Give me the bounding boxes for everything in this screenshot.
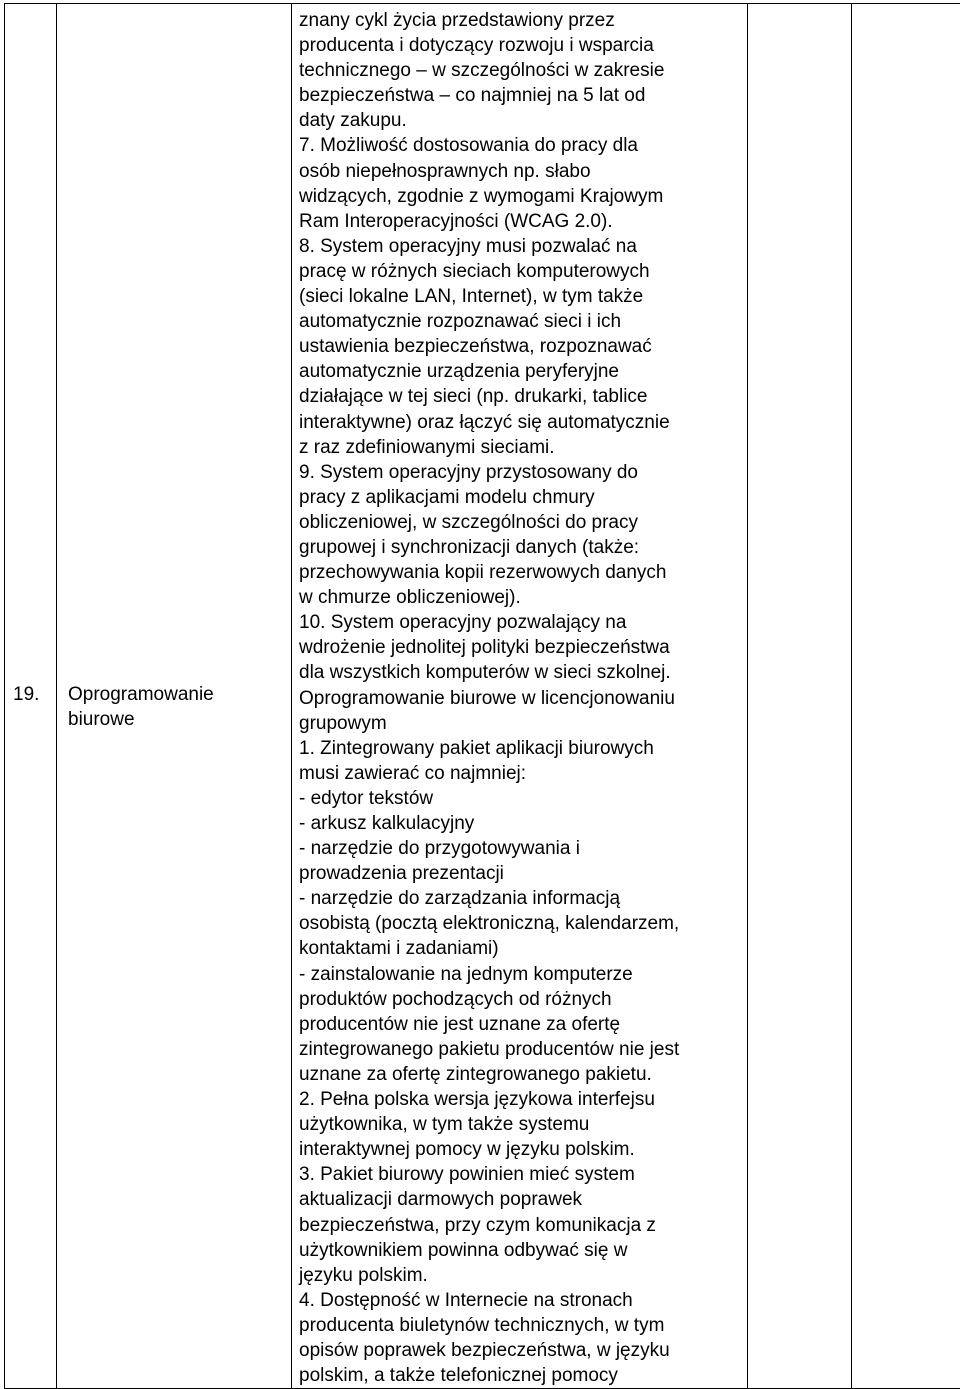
description-line: 1. Zintegrowany pakiet aplikacji biurowych — [299, 736, 747, 761]
description-line: przechowywania kopii rezerwowych danych — [299, 560, 747, 585]
description-line: - narzędzie do zarządzania informacją — [299, 886, 747, 911]
description-line: producentów nie jest uznane za ofertę — [299, 1012, 747, 1037]
description-line: polskim, a także telefonicznej pomocy — [299, 1363, 747, 1388]
description-line: użytkownikiem powinna odbywać się w — [299, 1238, 747, 1263]
description-line: prowadzenia prezentacji — [299, 861, 747, 886]
description-line: technicznego – w szczególności w zakresie — [299, 58, 747, 83]
description-line: w chmurze obliczeniowej). — [299, 585, 747, 610]
description-line: producenta i dotyczący rozwoju i wsparcia — [299, 33, 747, 58]
description-line: aktualizacji darmowych poprawek — [299, 1187, 747, 1212]
description-line: 8. System operacyjny musi pozwalać na — [299, 234, 747, 259]
description-line: 9. System operacyjny przystosowany do — [299, 460, 747, 485]
description-line: pracę w różnych sieciach komputerowych — [299, 259, 747, 284]
description-line: 7. Możliwość dostosowania do pracy dla — [299, 133, 747, 158]
description-line: dla wszystkich komputerów w sieci szkolnej. — [299, 660, 747, 685]
description-line: - zainstalowanie na jednym komputerze — [299, 962, 747, 987]
description-line: ustawienia bezpieczeństwa, rozpoznawać — [299, 334, 747, 359]
description-line: pracy z aplikacjami modelu chmury — [299, 485, 747, 510]
row-number: 19. — [13, 682, 39, 707]
row-number-cell — [5, 4, 57, 1389]
description-line: automatycznie rozpoznawać sieci i ich — [299, 309, 747, 334]
description-line: kontaktami i zadaniami) — [299, 936, 747, 961]
description-line: daty zakupu. — [299, 108, 747, 133]
description-line: 4. Dostępność w Internecie na stronach — [299, 1288, 747, 1313]
description-line: osobistą (pocztą elektroniczną, kalendarzem, — [299, 911, 747, 936]
description-line: Oprogramowanie biurowe w licencjonowaniu — [299, 686, 747, 711]
description-line: z raz zdefiniowanymi sieciami. — [299, 435, 747, 460]
description-line: interaktywne) oraz łączyć się automatycznie — [299, 410, 747, 435]
specification-table — [4, 3, 960, 1389]
description-line: wdrożenie jednolitej polityki bezpieczeństwa — [299, 635, 747, 660]
description-line: produktów pochodzących od różnych — [299, 987, 747, 1012]
description-line: - arkusz kalkulacyjny — [299, 811, 747, 836]
description-line: Ram Interoperacyjności (WCAG 2.0). — [299, 209, 747, 234]
description-line: (sieci lokalne LAN, Internet), w tym także — [299, 284, 747, 309]
empty-cell-1 — [748, 4, 852, 1389]
description-line: działające w tej sieci (np. drukarki, tablice — [299, 384, 747, 409]
description-line: 3. Pakiet biurowy powinien mieć system — [299, 1162, 747, 1187]
description-line: - edytor tekstów — [299, 786, 747, 811]
description-line: zintegrowanego pakietu producentów nie jest — [299, 1037, 747, 1062]
description-line: grupowej i synchronizacji danych (także: — [299, 535, 747, 560]
description-line: bezpieczeństwa, przy czym komunikacja z — [299, 1213, 747, 1238]
description-line: widzących, zgodnie z wymogami Krajowym — [299, 184, 747, 209]
description-line: języku polskim. — [299, 1263, 747, 1288]
empty-cell-2 — [852, 4, 960, 1389]
description-line: 10. System operacyjny pozwalający na — [299, 610, 747, 635]
description-line: użytkownika, w tym także systemu — [299, 1112, 747, 1137]
description-line: bezpieczeństwa – co najmniej na 5 lat od — [299, 83, 747, 108]
description-line: obliczeniowej, w szczególności do pracy — [299, 510, 747, 535]
item-name — [68, 682, 214, 732]
description-text — [292, 4, 747, 1388]
item-name-cell — [57, 4, 292, 1389]
description-line: interaktywnej pomocy w języku polskim. — [299, 1137, 747, 1162]
description-line: uznane za ofertę zintegrowanego pakietu. — [299, 1062, 747, 1087]
description-line: musi zawierać co najmniej: — [299, 761, 747, 786]
description-line: osób niepełnosprawnych np. słabo — [299, 159, 747, 184]
description-line: - narzędzie do przygotowywania i — [299, 836, 747, 861]
description-cell — [292, 4, 748, 1389]
description-line: 2. Pełna polska wersja językowa interfejsu — [299, 1087, 747, 1112]
description-line: producenta biuletynów technicznych, w tym — [299, 1313, 747, 1338]
table-row — [5, 4, 960, 1389]
item-name-line: biurowe — [68, 707, 214, 732]
description-line: grupowym — [299, 711, 747, 736]
item-name-line: Oprogramowanie — [68, 682, 214, 707]
description-line: znany cykl życia przedstawiony przez — [299, 8, 747, 33]
description-line: opisów poprawek bezpieczeństwa, w języku — [299, 1338, 747, 1363]
description-line: automatycznie urządzenia peryferyjne — [299, 359, 747, 384]
